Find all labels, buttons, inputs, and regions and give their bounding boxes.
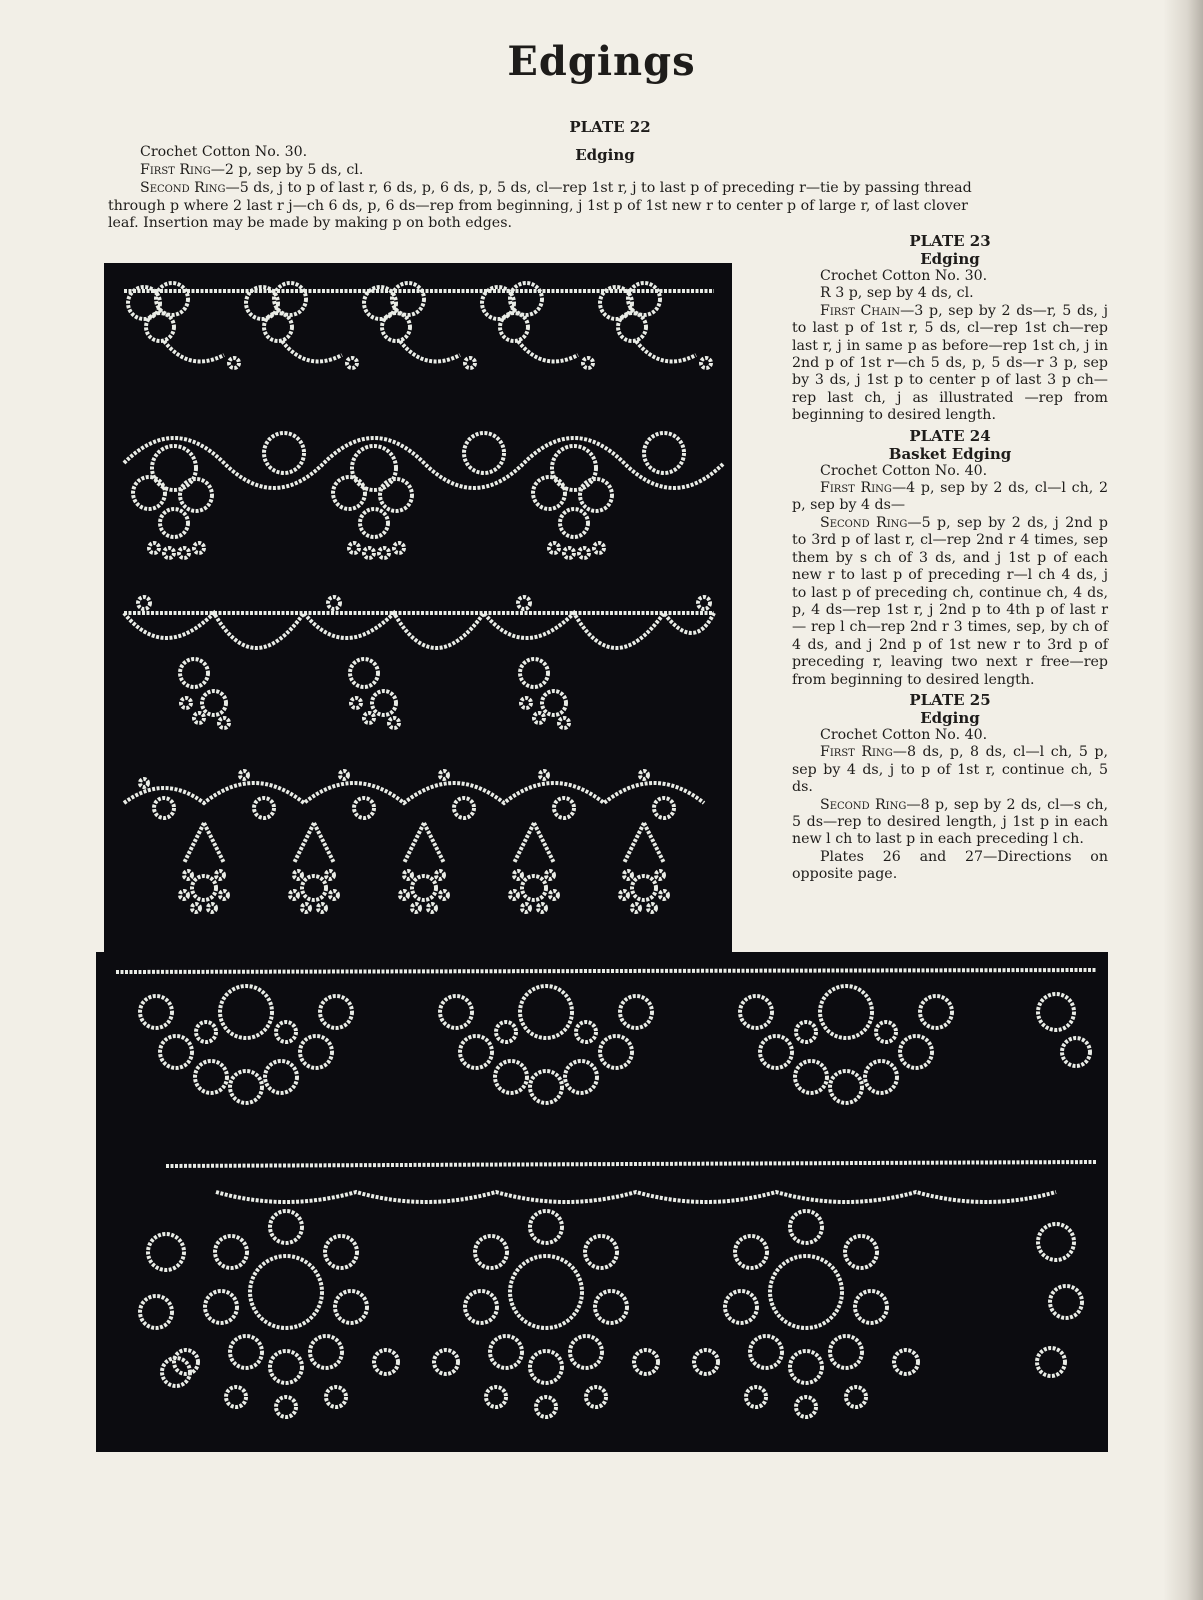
plate24-material: Crochet Cotton No. 40.: [820, 462, 988, 479]
plate25-subheading: Edging: [920, 708, 980, 727]
plate22-second-ring-label: Second Ring: [140, 180, 226, 196]
lace-strip-plate22: [124, 283, 714, 368]
plate23-subheading: Edging: [920, 250, 980, 268]
lace-strip-plate26: [116, 970, 1096, 1103]
plate22-first-ring: [140, 162, 363, 180]
lace-strip-plate27: [140, 1162, 1096, 1417]
lace-photo-upper: [104, 263, 732, 963]
plate25-heading: PLATE 25: [909, 690, 991, 709]
lace-strip-plate24: [124, 597, 714, 728]
page-title: Edgings: [507, 38, 696, 85]
plate24-first-ring: First Ring—4 p, sep by 2 ds, cl—l ch, 2 p, sep by 4 ds—: [792, 480, 1109, 514]
lace-strip-plate25: [124, 771, 704, 912]
plate23-first-chain: First Chain—3 p, sep by 2 ds—r, 5 ds, j to last p of 1st r, 5 ds, cl—rep 1st ch—rep last r, j in same p as before—rep 1st ch, j in 2nd p of 1st r—ch 5 ds, p, 5 ds—r 3 p, sep by 3 ds, j 1st p to center p of last 3 p ch—rep last ch, j as illustrated —rep from beginning to desired length.: [792, 302, 1108, 424]
plate24-second-ring: Second Ring—5 p, sep by 2 ds, j 2nd p to 3rd p of last r, cl—rep 2nd r 4 times, sep them by s ch of 3 ds, and j 1st p of each new r to last p of preceding r—l ch 4 ds, j to last p of preceding ch, continue ch, 4 ds, p, 4 ds—rep 1st r, j 2nd p to 4th p of last r— rep l ch—rep 2nd r 3 times, sep, by ch of 4 ds, and j 2nd p of 1st new r to 3rd p of preceding r, leaving two next r free—rep from beginning to desired length.: [792, 514, 1108, 688]
plate22-subheading: Edging: [575, 146, 635, 164]
plate25-material: Crochet Cotton No. 40.: [820, 726, 988, 743]
plate25-note: Plates 26 and 27—Directions on opposite page.: [792, 848, 1108, 883]
plate23-ring: R 3 p, sep by 4 ds, cl.: [820, 285, 974, 302]
plate22-first-ring-label: First Ring: [140, 162, 211, 178]
plate24-subheading: Basket Edging: [888, 444, 1012, 463]
right-column: [792, 232, 1108, 884]
plate22-heading: PLATE 22: [569, 118, 651, 136]
plate22-first-ring-text: —2 p, sep by 5 ds, cl.: [210, 162, 364, 178]
plate25-first-ring: First Ring—8 ds, p, 8 ds, cl—l ch, 5 p, sep by 4 ds, j to p of 1st r, continue ch, 5 ds.: [792, 744, 1108, 796]
page-edge-shadow: [1163, 0, 1203, 1600]
plate22-second-ring-line2: through p where 2 last r j—ch 6 ds, p, 6 ds—rep from beginning, j 1st p of 1st new r to center p of large r, of last clover: [108, 198, 968, 214]
plate22-second-ring-line1: Second Ring—5 ds, j to p of last r, 6 ds, p, 6 ds, p, 5 ds, cl—rep 1st r, j to last p of preceding r—tie by passing thread: [140, 180, 972, 196]
plate22-material: Crochet Cotton No. 30.: [140, 144, 308, 160]
lace-strips-upper-svg: [104, 263, 732, 963]
plate24-heading: PLATE 24: [909, 426, 991, 445]
lace-strips-lower-svg: [96, 952, 1108, 1452]
plate23-material: Crochet Cotton No. 30.: [820, 268, 988, 284]
lace-strip-plate23: [124, 433, 724, 558]
plate22-second-ring-line3: leaf. Insertion may be made by making p on both edges.: [108, 215, 512, 231]
lace-photo-lower: [96, 952, 1108, 1452]
plate23-heading: PLATE 23: [909, 232, 991, 250]
plate25-second-ring: Second Ring—8 p, sep by 2 ds, cl—s ch, 5 ds—rep to desired length, j 1st p in each new l ch to last p in each preceding l ch.: [792, 796, 1108, 848]
